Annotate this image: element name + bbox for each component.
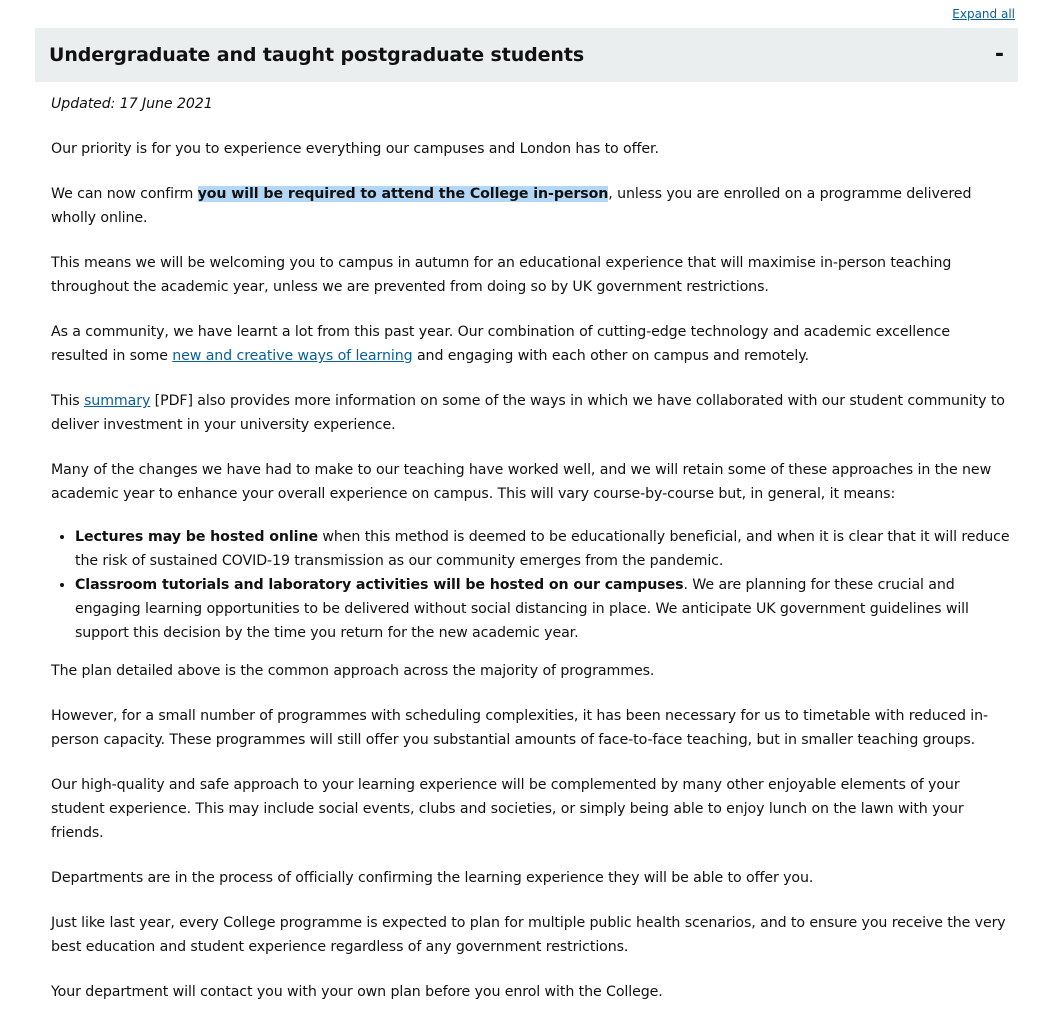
paragraph-departments: Departments are in the process of officially confirming the learning experience they will be able to offer you. — [51, 870, 814, 886]
confirm-suffix: , unless you are enrolled on a programme delivered wholly online. — [51, 186, 972, 226]
list-item — [75, 525, 1011, 573]
new-ways-of-learning-link[interactable]: new and creative ways of learning — [172, 348, 413, 364]
community-suffix: and engaging with each other on campus and remotely. — [412, 348, 809, 364]
expand-all-link[interactable]: Expand all — [952, 7, 1015, 21]
paragraph-plan: The plan detailed above is the common approach across the majority of programmes. — [51, 663, 655, 679]
paragraph-welcoming: This means we will be welcoming you to campus in autumn for an educational experience that will maximise in-person teaching throughout the academic year, unless we are prevented from doing so by UK government restrictions. — [51, 255, 952, 295]
community-prefix: As a community, we have learnt a lot from this past year. Our combination of cutting-edge technology and academic excellence resulted in some — [51, 324, 951, 364]
list-item-bold: Lectures may be hosted online — [75, 529, 318, 545]
summary-suffix: [PDF] also provides more information on some of the ways in which we have collaborated with our student community to deliver investment in your university experience. — [51, 393, 1005, 433]
list-item — [75, 573, 1011, 645]
confirm-prefix: We can now confirm — [51, 186, 198, 202]
summary-prefix: This — [51, 393, 85, 409]
accordion-content — [51, 92, 1011, 1025]
summary-pdf-link[interactable]: summary — [84, 393, 151, 409]
collapse-icon[interactable]: - — [994, 42, 1004, 67]
paragraph-scheduling: However, for a small number of programmes with scheduling complexities, it has been necessary for us to timetable with reduced in-person capacity. These programmes will still offer you substantial amounts of face-to-face teaching, but in smaller teaching groups. — [51, 708, 989, 748]
updated-date: Updated: 17 June 2021 — [51, 96, 213, 112]
paragraph-priority: Our priority is for you to experience everything our campuses and London has to offer. — [51, 141, 659, 157]
paragraph-contact: Your department will contact you with your own plan before you enrol with the College. — [51, 984, 663, 1000]
paragraph-scenarios: Just like last year, every College programme is expected to plan for multiple public health scenarios, and to ensure you receive the very best education and student experience regardless of any government restrictions. — [51, 915, 1006, 955]
paragraph-confirm — [51, 182, 1011, 230]
list-item-text: . We are planning for these crucial and engaging learning opportunities to be delivered without social distancing in place. We anticipate UK government guidelines will support this decision by the time you return for the new academic year. — [75, 577, 969, 641]
selected-text-highlight: you will be required to attend the College in-person — [197, 186, 609, 202]
paragraph-community — [51, 320, 1011, 368]
paragraph-quality: Our high-quality and safe approach to your learning experience will be complemented by many other enjoyable elements of your student experience. This may include social events, clubs and societies, or simply being able to enjoy lunch on the lawn with your friends. — [51, 777, 964, 841]
accordion-header[interactable] — [35, 28, 1018, 82]
paragraph-changes: Many of the changes we have had to make to our teaching have worked well, and we will retain some of these approaches in the new academic year to enhance your overall experience on campus. This will vary course-by-course but, in general, it means: — [51, 462, 992, 502]
accordion-title: Undergraduate and taught postgraduate students — [49, 44, 585, 66]
list-item-text: when this method is deemed to be educationally beneficial, and when it is clear that it will reduce the risk of sustained COVID-19 transmission as our community emerges from the pandemic. — [75, 529, 1010, 569]
list-item-bold: Classroom tutorials and laboratory activities will be hosted on our campuses — [75, 577, 684, 593]
paragraph-summary — [51, 389, 1011, 437]
approach-list — [51, 525, 1011, 645]
